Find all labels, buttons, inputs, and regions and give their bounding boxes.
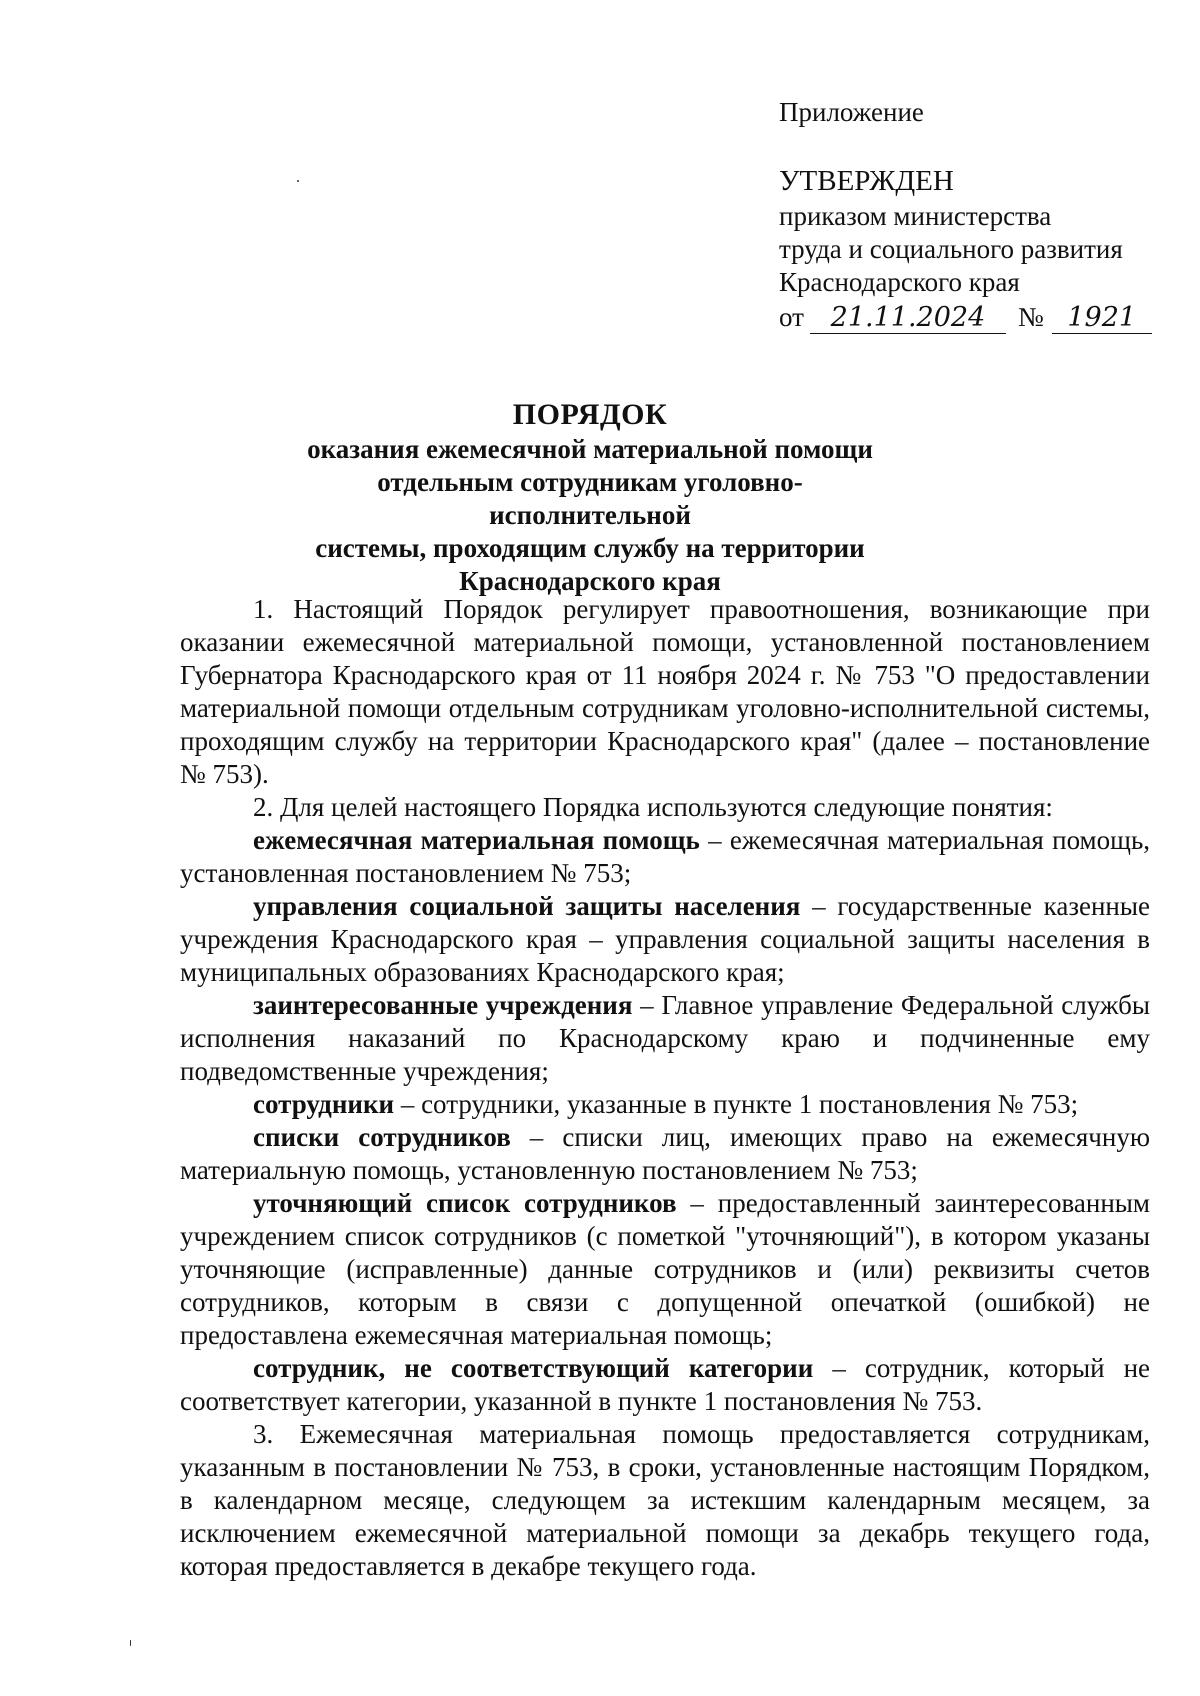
appendix-label: Приложение — [779, 97, 924, 127]
order-date-number — [779, 301, 1159, 334]
approval-line: Краснодарского края — [779, 267, 1020, 297]
definition-item — [180, 1088, 1150, 1121]
paragraph-2: 2. Для целей настоящего Порядка используются следующие понятия: — [253, 792, 1053, 822]
definition-term: управления социальной защиты населения — [253, 891, 801, 921]
definition-item — [180, 989, 1150, 1088]
order-date: 21.11.2024 — [810, 303, 1006, 334]
definition-text: – сотрудник, который не соответствует категории, указанной в пункте 1 постановления № 753. — [180, 1353, 1150, 1416]
order-number: 1921 — [1052, 303, 1152, 334]
paragraph-1: 1. Настоящий Порядок регулирует правоотношения, возникающие при оказании ежемесячной материальной помощи, установленной постановлением Губернатора Краснодарского края от 11 ноября 2024 г. № 753 "О предоставлении материальной помощи отдельным сотрудникам уголовно-исполнительной системы, проходящим службу на территории Краснодарского края" (далее – постановление № 753). — [180, 594, 1150, 789]
definition-text: – ежемесячная материальная помощь, установленная постановлением № 753; — [180, 825, 1151, 888]
definition-text: – предоставленный заинтересованным учреждением список сотрудников (с пометкой "уточняющий"), в котором указаны уточняющие (исправленные) данные сотрудников и (или) реквизиты счетов сотрудников, которым в связи с допущенной опечаткой (ошибкой) не предоставлена ежемесячная материальная помощь; — [180, 1188, 1150, 1350]
definition-term: сотрудник, не соответствующий категории — [253, 1353, 814, 1383]
approval-line: приказом министерства — [779, 201, 1052, 231]
definition-term: сотрудники — [253, 1089, 395, 1119]
title-line: оказания ежемесячной материальной помощи — [307, 434, 873, 464]
definition-item — [180, 824, 1150, 890]
title-heading: ПОРЯДОК — [512, 398, 668, 431]
definition-term: заинтересованные учреждения — [253, 990, 633, 1020]
approved-label: УТВЕРЖДЕН — [779, 165, 954, 197]
approval-line: труда и социального развития — [779, 234, 1123, 264]
scan-speck — [130, 1640, 131, 1646]
definition-term: уточняющий список сотрудников — [253, 1188, 677, 1218]
definition-term: ежемесячная материальная помощь — [253, 825, 700, 855]
definition-text: – сотрудники, указанные в пункте 1 постановления № 753; — [394, 1089, 1079, 1119]
definition-text: – государственные казенные учреждения Краснодарского края – управления социальной защиты населения в муниципальных образованиях Краснодарского края; — [180, 891, 1150, 987]
document-title — [300, 398, 880, 598]
definition-item — [180, 890, 1150, 989]
definition-text: – списки лиц, имеющих право на ежемесячную материальную помощь, установленную постановлением № 753; — [180, 1122, 1150, 1185]
date-prefix: от — [779, 302, 804, 332]
approval-block — [779, 96, 1159, 334]
title-line: системы, проходящим службу на территории — [315, 533, 865, 563]
definition-text: – Главное управление Федеральной службы исполнения наказаний по Краснодарскому краю и подчиненные ему подведомственные учреждения; — [180, 990, 1150, 1086]
definition-item — [180, 1352, 1150, 1418]
paragraph-3: 3. Ежемесячная материальная помощь предоставляется сотрудникам, указанным в постановлении № 753, в сроки, установленные настоящим Порядком, в календарном месяце, следующем за истекшим календарным месяцем, за исключением ежемесячной материальной помощи за декабрь текущего года, которая предоставляется в декабре текущего года. — [180, 1419, 1150, 1581]
definition-item — [180, 1187, 1150, 1352]
title-line: Краснодарского края — [459, 566, 721, 596]
title-line: отдельным сотрудникам уголовно-исполнительной — [377, 467, 803, 530]
scan-speck — [297, 180, 299, 182]
number-prefix: № — [1017, 302, 1044, 332]
definition-item — [180, 1121, 1150, 1187]
definition-term: списки сотрудников — [253, 1122, 511, 1152]
document-body — [180, 593, 1150, 1583]
